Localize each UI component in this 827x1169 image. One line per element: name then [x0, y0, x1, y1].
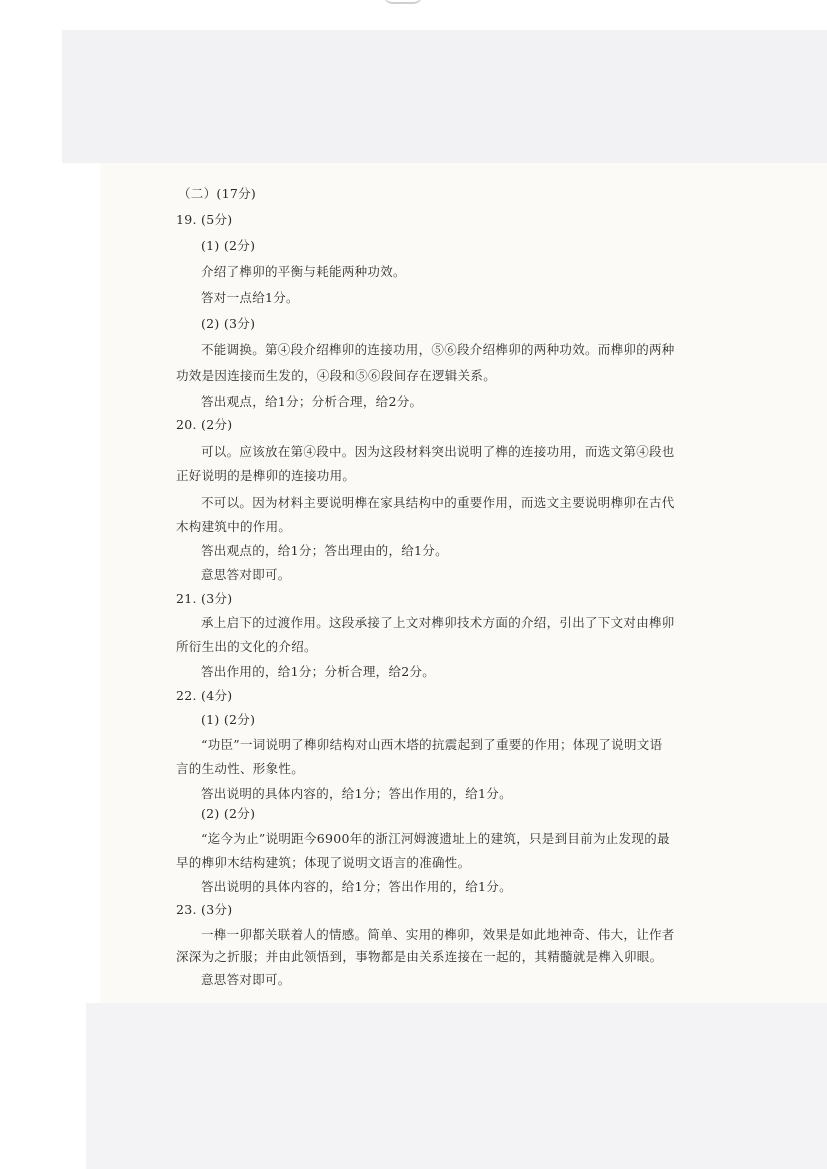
- q23-answer-line1: 一榫一卯都关联着人的情感。简单、实用的榫卯，效果是如此地神奇、伟大，让作者: [201, 927, 675, 942]
- q19-part2-scoring: 答出观点，给1分；分析合理，给2分。: [201, 394, 423, 409]
- q19-part1-header: (1) (2分): [201, 238, 256, 253]
- q23-note: 意思答对即可。: [201, 972, 291, 987]
- section-header: （二）(17分): [178, 186, 257, 201]
- q20-scoring: 答出观点的，给1分；答出理由的，给1分。: [201, 543, 448, 558]
- q19-part1-answer: 介绍了榫卯的平衡与耗能两种功效。: [201, 264, 406, 279]
- q22-part2-scoring: 答出说明的具体内容的，给1分；答出作用的，给1分。: [201, 879, 512, 894]
- q22-part1-scoring: 答出说明的具体内容的，给1分；答出作用的，给1分。: [201, 786, 512, 801]
- q22-part1-answer-line1: “功臣”一词说明了榫卯结构对山西木塔的抗震起到了重要的作用；体现了说明文语: [201, 737, 663, 752]
- q22-header: 22. (4分): [176, 688, 233, 703]
- q23-header: 23. (3分): [176, 902, 233, 917]
- q21-scoring: 答出作用的，给1分；分析合理，给2分。: [201, 664, 436, 679]
- q20-note: 意思答对即可。: [201, 567, 291, 582]
- q20-answer1-line1: 可以。应该放在第④段中。因为这段材料突出说明了榫的连接功用，而选文第④段也: [201, 444, 675, 459]
- q21-answer-line1: 承上启下的过渡作用。这段承接了上文对榫卯技术方面的介绍，引出了下文对由榫卯: [201, 615, 675, 630]
- q20-answer2-line1: 不可以。因为材料主要说明榫在家具结构中的重要作用，而选文主要说明榫卯在古代: [201, 495, 675, 510]
- q22-part2-answer-line2: 早的榫卯木结构建筑；体现了说明文语言的准确性。: [176, 855, 471, 870]
- q19-part2-answer-line2: 功效是因连接而生发的，④段和⑤⑥段间存在逻辑关系。: [176, 368, 497, 383]
- q19-part1-scoring: 答对一点给1分。: [201, 290, 299, 305]
- q22-part2-answer-line1: “迄今为止”说明距今6900年的浙江河姆渡遗址上的建筑，只是到目前为止发现的最: [201, 831, 670, 846]
- q22-part1-header: (1) (2分): [201, 712, 256, 727]
- q21-header: 21. (3分): [176, 591, 233, 606]
- q20-answer2-line2: 木构建筑中的作用。: [176, 519, 292, 534]
- q20-answer1-line2: 正好说明的是榫卯的连接功用。: [176, 468, 356, 483]
- q22-part1-answer-line2: 言的生动性、形象性。: [176, 761, 305, 776]
- q21-answer-line2: 所衍生出的文化的介绍。: [176, 639, 317, 654]
- q20-header: 20. (2分): [176, 417, 233, 432]
- q19-part2-answer-line1: 不能调换。第④段介绍榫卯的连接功用，⑤⑥段介绍榫卯的两种功效。而榫卯的两种: [201, 342, 675, 357]
- q19-part2-header: (2) (3分): [201, 316, 256, 331]
- q23-answer-line2: 深深为之折服；并由此领悟到，事物都是由关系连接在一起的，其精髓就是榫入卯眼。: [176, 949, 663, 964]
- q19-header: 19. (5分): [176, 212, 233, 227]
- q22-part2-header: (2) (2分): [201, 806, 256, 821]
